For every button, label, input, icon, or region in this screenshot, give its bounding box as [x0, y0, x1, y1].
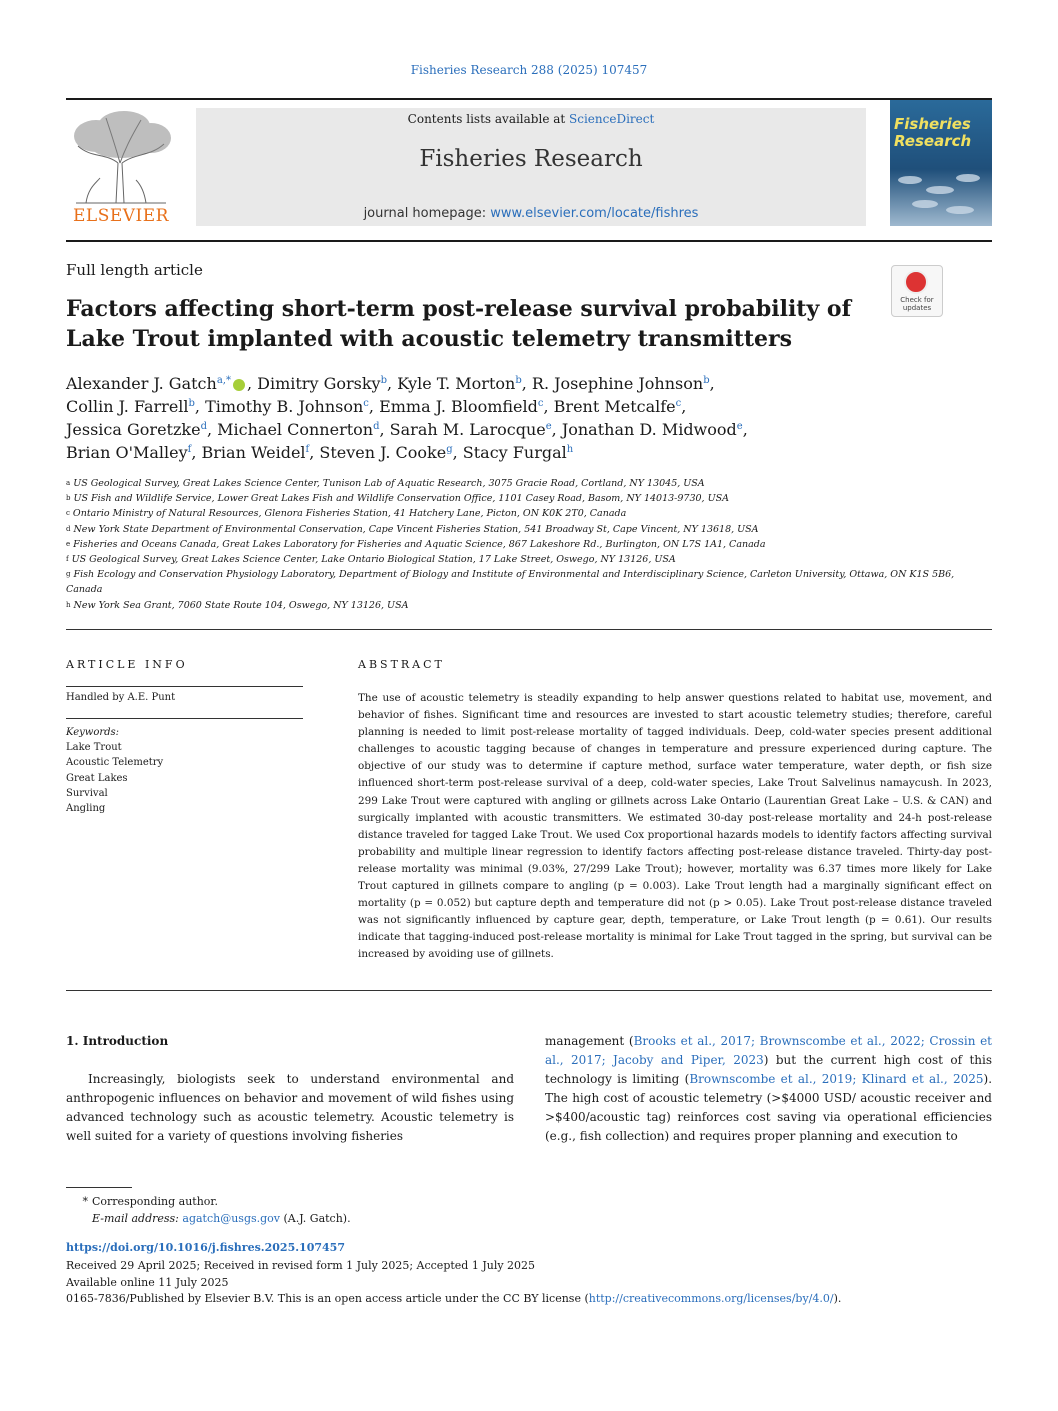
license-line [66, 1291, 841, 1308]
affiliation-mark: h [66, 600, 71, 609]
homepage-prefix: journal homepage: [363, 206, 491, 221]
author-name[interactable]: Collin J. Farrell [66, 397, 189, 416]
affiliation-marker[interactable]: b [380, 375, 387, 386]
affiliation-marker[interactable]: a,* [216, 375, 231, 386]
license-prefix: 0165-7836/Published by Elsevier B.V. This is an open access article under the CC BY license ( [66, 1292, 589, 1306]
affiliation-marker[interactable]: f [187, 444, 192, 455]
sciencedirect-link[interactable]: ScienceDirect [569, 112, 655, 126]
license-suffix: ). [833, 1292, 842, 1306]
intro-right-text-1: management ( [545, 1034, 634, 1048]
email-suffix: (A.J. Gatch). [280, 1212, 351, 1225]
affiliation-marker[interactable]: g [446, 444, 453, 455]
keyword-item: Great Lakes [66, 772, 128, 784]
affiliation-item [66, 598, 992, 613]
affiliation-item [66, 552, 992, 567]
journal-title: Fisheries Research [419, 146, 643, 172]
keyword-item: Survival [66, 787, 108, 799]
affiliation-marker[interactable]: c [675, 398, 682, 409]
intro-right-text-3: ). The high cost of acoustic telemetry (>$4000 USD/ acoustic receiver and >$400/acoustic tag) reinforces cost saving via operational efficiencies (e.g., fish collection) and requires proper planning and execution to [545, 1072, 993, 1143]
affiliation-marker[interactable]: c [363, 398, 369, 409]
introduction-left-column: Increasingly, biologists seek to understand environmental and anthropogenic influences on behavior and movement of wild fishes using advanced technology such as acoustic telemetry. Acoustic telemetry is well suited for a variety of questions involving fisheries [66, 1072, 514, 1143]
handled-by-rule [66, 718, 303, 719]
affiliation-mark: f [66, 555, 69, 564]
affiliation-mark: g [66, 570, 71, 579]
footnote-star: * [82, 1195, 88, 1208]
introduction-right-column [545, 1032, 992, 1146]
introduction-heading: 1. Introduction [66, 1034, 169, 1048]
license-link[interactable]: http://creativecommons.org/licenses/by/4.0/ [588, 1292, 834, 1306]
corresponding-footnote [66, 1193, 351, 1227]
affiliation-mark: c [66, 509, 70, 518]
affiliation-marker[interactable]: e [736, 421, 743, 432]
author-name[interactable]: Brian Weidel [201, 443, 306, 462]
header-top-rule [66, 98, 992, 100]
author-name[interactable]: Brent Metcalfe [553, 397, 676, 416]
affiliation-text: Fish Ecology and Conservation Physiology Laboratory, Department of Biology and Institute of Environmental and Interdisciplinary Science, Carleton University, Ottawa, ON K1S 5B6, Canada [66, 569, 955, 596]
affiliation-marker[interactable]: e [545, 421, 552, 432]
affiliation-marker[interactable]: c [537, 398, 544, 409]
affiliation-mark: e [66, 539, 71, 548]
handled-by: Handled by A.E. Punt [66, 692, 176, 703]
affiliation-item [66, 537, 992, 552]
abstract-heading: ABSTRACT [358, 658, 445, 671]
affiliation-mark: d [66, 524, 71, 533]
keyword-item: Acoustic Telemetry [66, 757, 164, 769]
bookmark-icon [904, 270, 928, 294]
elsevier-tree-icon [66, 108, 176, 208]
author-name[interactable]: Timothy B. Johnson [205, 397, 364, 416]
contents-line [196, 112, 866, 126]
orcid-icon[interactable] [233, 379, 245, 391]
affiliation-marker[interactable]: h [566, 444, 574, 455]
citation-link-group-1[interactable]: Brooks et al., 2017; Brownscombe et al., 2022; Crossin et al., 2017; Jacoby and Piper, 2023 [545, 1034, 992, 1067]
received-dates: Received 29 April 2025; Received in revised form 1 July 2025; Accepted 1 July 2025 [66, 1259, 536, 1272]
article-info-rule [66, 686, 303, 687]
keyword-item: Lake Trout [66, 742, 122, 754]
affiliation-mark: b [66, 494, 71, 503]
author-name[interactable]: Stacy Furgal [462, 443, 567, 462]
affiliation-list [66, 476, 992, 613]
affiliation-text: Fisheries and Oceans Canada, Great Lakes Laboratory for Fisheries and Aquatic Science, 867 Lakeshore Rd., Burlington, ON L7S 1A1, Canada [73, 538, 766, 550]
affiliation-marker[interactable]: d [373, 421, 380, 432]
affiliation-marker[interactable]: b [188, 398, 195, 409]
journal-header-box [196, 108, 866, 226]
author-name[interactable]: Emma J. Bloomfield [379, 397, 538, 416]
affiliation-item [66, 522, 992, 537]
affiliation-marker[interactable]: b [515, 375, 522, 386]
affiliation-text: US Geological Survey, Great Lakes Science Center, Tunison Lab of Aquatic Research, 3075 Gracie Road, Cortland, NY 13045, USA [73, 478, 705, 489]
article-info-heading: ARTICLE INFO [66, 658, 188, 671]
affiliation-text: New York Sea Grant, 7060 State Route 104, Oswego, NY 13126, USA [73, 599, 409, 611]
affiliation-marker[interactable]: b [703, 375, 710, 386]
corresponding-author-label: Corresponding author. [92, 1195, 218, 1208]
cover-title: Fisheries Research [894, 115, 972, 150]
doi-link[interactable]: https://doi.org/10.1016/j.fishres.2025.107457 [66, 1241, 345, 1254]
author-name[interactable]: Jessica Goretzke [66, 420, 201, 439]
keyword-list [66, 740, 163, 816]
keywords-label: Keywords: [66, 727, 120, 738]
elsevier-wordmark: ELSEVIER [73, 206, 169, 226]
author-name[interactable]: R. Josephine Johnson [531, 374, 704, 393]
article-title: Factors affecting short-term post-release survival probability of Lake Trout implanted with acoustic telemetry transmitters [66, 296, 852, 352]
affiliation-marker[interactable]: f [305, 444, 310, 455]
available-online: Available online 11 July 2025 [66, 1275, 229, 1289]
citation-link-group-2[interactable]: Brownscombe et al., 2019; Klinard et al., 2025 [689, 1072, 984, 1086]
journal-homepage-link[interactable]: www.elsevier.com/locate/fishres [490, 206, 699, 221]
journal-cover-image [890, 100, 992, 226]
affiliation-item [66, 506, 992, 521]
contents-prefix: Contents lists available at [407, 112, 570, 126]
affiliation-mark: a [66, 479, 71, 487]
abstract-rule [66, 990, 992, 991]
abstract-text: The use of acoustic telemetry is steadily expanding to help answer questions related to habitat use, movement, and behavior of fishes. Significant time and resources are invested to start acoustic telemetry studies; therefore, careful planning is needed to limit post-release mortality of tagged individuals. Deep, cold-water species present additional challenges to acoustic tagging because of changes in temperature and pressure experienced during capture. The objective of our study was to determine if capture method, surface water temperature, water depth, or fish size influenced short-term post-release survival of a deep, cold-water species, Lake Trout Salvelinus namaycush. In 2023, 299 Lake Trout were captured with angling or gillnets across Lake Ontario (Laurentian Great Lake – U.S. & CAN) and surgically implanted with acoustic transmitters. We estimated 30-day post-release mortality and 24-h post-release distance traveled for tagged Lake Trout. We used Cox proportional hazards models to identify factors affecting survival probability and multiple linear regression to identify factors affecting post-release distance traveled. Thirty-day post-release mortality was minimal (9.03%, 27/299 Lake Trout); however, mortality was 6.37 times more likely for Lake Trout captured in gillnets compare to angling (p = 0.003). Lake Trout length had a marginally significant effect on mortality (p = 0.052) but capture depth and temperature did not (p > 0.05). Lake Trout post-release distance traveled was not significantly influenced by capture gear, depth, temperature, or Lake Trout length (p = 0.61). Our results indicate that tagging-induced post-release mortality is minimal for Lake Trout tagged in the spring, but survival can be increased by avoiding use of gillnets. [358, 692, 992, 961]
fish-school-icon [890, 100, 992, 226]
affiliation-text: US Fish and Wildlife Service, Lower Great Lakes Fish and Wildlife Conservation Office, 1101 Casey Road, Basom, NY 14013-9730, USA [73, 493, 729, 505]
footnote-rule [66, 1187, 132, 1188]
intro-right-text-2: ) but the current high cost of this technology is limiting ( [545, 1053, 992, 1086]
keyword-item: Angling [66, 803, 106, 815]
affiliation-item [66, 491, 992, 506]
author-name[interactable]: Steven J. Cooke [319, 443, 447, 462]
author-name[interactable]: Alexander J. Gatch [66, 374, 217, 393]
check-updates-label: Check for updates [900, 296, 934, 312]
affiliation-text: New York State Department of Environmental Conservation, Cape Vincent Fisheries Station, 541 Broadway St, Cape Vincent, NY 13618, USA [73, 523, 759, 535]
author-list: Alexander J. Gatch$^{a,*}$ , Dimitry Gorsky$^b$, Kyle T. Morton$^b$, R. Josephine Johnson$^b$, Collin J. Farrell$^b$, Timothy B. Johnson$^c$, Emma J. Bloomfield$^c$, Brent Metcalfe$^c$, Jessica Goretzke$^d$, Michael Connerton$^d$, Sarah M. Larocque$^e$, Jonathan D. Midwood$^e$, Brian O'Malley$^f$, Brian Weidel$^f$, Steven J. Cooke$^g$, Stacy Furgal$^h$ [66, 374, 748, 462]
affiliations-rule [66, 629, 992, 630]
keywords-block [66, 725, 163, 816]
author-name[interactable]: Sarah M. Larocque [389, 420, 546, 439]
author-name[interactable]: Brian O'Malley [66, 443, 188, 462]
affiliation-item [66, 476, 992, 491]
affiliation-text: Ontario Ministry of Natural Resources, Glenora Fisheries Station, 41 Hatchery Lane, Picton, ON K0K 2T0, Canada [72, 508, 627, 520]
author-name[interactable]: Michael Connerton [217, 420, 374, 439]
author-name[interactable]: Kyle T. Morton [397, 374, 516, 393]
affiliation-item [66, 567, 992, 597]
author-email-link[interactable]: agatch@usgs.gov [182, 1212, 281, 1225]
check-for-updates-badge[interactable] [891, 265, 943, 317]
email-label: E-mail address: [92, 1212, 179, 1225]
article-type: Full length article [66, 261, 203, 279]
affiliation-text: US Geological Survey, Great Lakes Science Center, Lake Ontario Biological Station, 17 Lake Street, Oswego, NY 13126, USA [71, 554, 676, 566]
homepage-line [196, 206, 866, 221]
journal-reference[interactable]: Fisheries Research 288 (2025) 107457 [410, 63, 648, 77]
author-name[interactable]: Dimitry Gorsky [257, 374, 381, 393]
header-bottom-rule [66, 240, 992, 242]
affiliation-marker[interactable]: d [200, 421, 207, 432]
publication-dates [66, 1258, 841, 1308]
author-name[interactable]: Jonathan D. Midwood [561, 420, 737, 439]
